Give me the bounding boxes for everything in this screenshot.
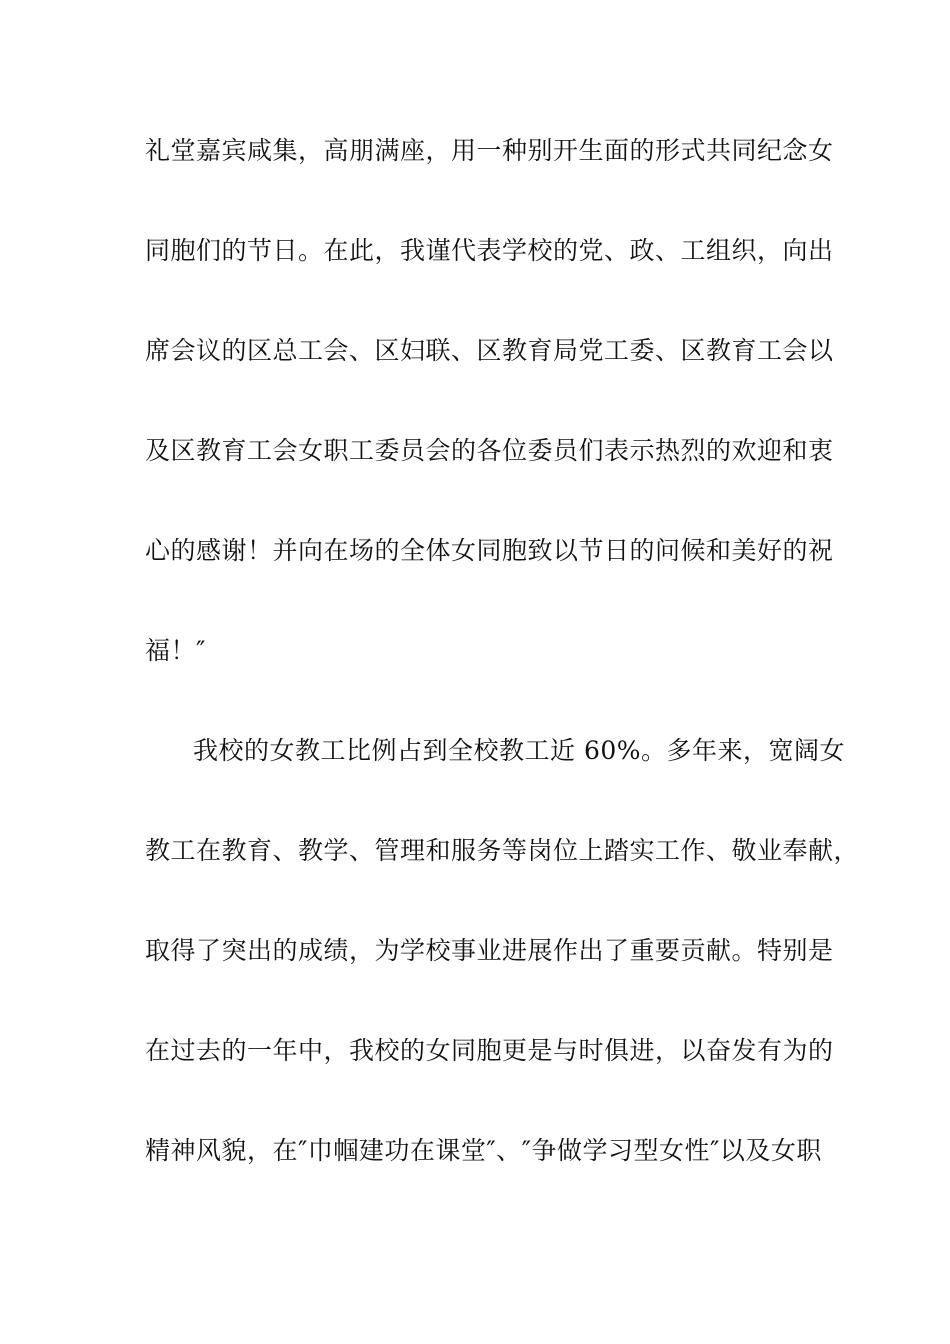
text-line: 在过去的一年中，我校的女同胞更是与时俱进，以奋发有为的 (145, 1036, 834, 1065)
text-line: 福！″ (145, 636, 206, 665)
text-line: 及区教育工会女职工委员会的各位委员们表示热烈的欢迎和衷 (145, 436, 834, 465)
text-line: 同胞们的节日。在此，我谨代表学校的党、政、工组织，向出 (145, 236, 834, 265)
paragraph-first-line: 我校的女教工比例占到全校教工近 60%。多年来，宽阔女 (193, 736, 846, 765)
text-line: 席会议的区总工会、区妇联、区教育局党工委、区教育工会以 (145, 336, 834, 365)
text-line: 心的感谢！并向在场的全体女同胞致以节日的问候和美好的祝 (145, 536, 834, 565)
text-line: 礼堂嘉宾咸集，高朋满座，用一种别开生面的形式共同纪念女 (145, 136, 834, 165)
text-line: 精神风貌，在″巾帼建功在课堂″、″争做学习型女性″以及女职 (145, 1136, 822, 1165)
text-line: 教工在教育、教学、管理和服务等岗位上踏实工作、敬业奉献， (145, 836, 860, 865)
text-line: 取得了突出的成绩，为学校事业进展作出了重要贡献。特别是 (145, 936, 834, 965)
